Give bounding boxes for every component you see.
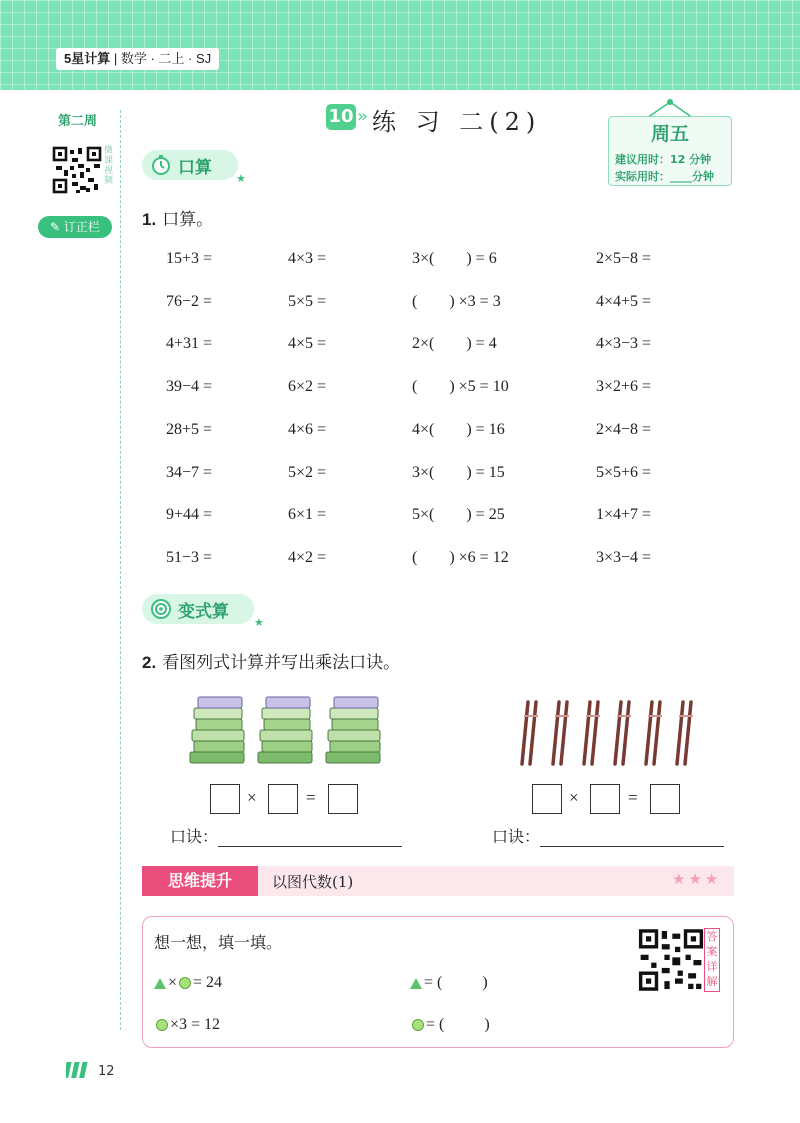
oral-problem[interactable]: 4×( ) = 16: [412, 421, 505, 438]
chopstick-pair: [677, 702, 693, 764]
oral-problem[interactable]: 3×( ) = 15: [412, 464, 505, 481]
chopstick-pair: [553, 702, 569, 764]
answer-box[interactable]: [210, 784, 240, 814]
equals-sign: =: [306, 788, 316, 807]
equation-2: ×3 = 12: [154, 1016, 220, 1034]
oral-problem[interactable]: 2×4−8 =: [596, 421, 652, 438]
oral-problem[interactable]: 1×4+7 =: [596, 506, 652, 523]
book-stack: [326, 697, 380, 763]
series-name: 5星计算: [64, 51, 111, 66]
header-band: [0, 0, 800, 90]
oral-problem[interactable]: 5×2 =: [288, 464, 327, 481]
answer-triangle[interactable]: = ( ): [410, 974, 488, 992]
oral-problem[interactable]: 3×2+6 =: [596, 378, 652, 395]
stopwatch-icon: [150, 154, 172, 176]
correction-tag: ✎ 订正栏: [38, 216, 112, 238]
thinking-topic: 以图代数(1): [272, 873, 354, 891]
qr-code-icon[interactable]: [52, 146, 102, 194]
book-stack: [190, 697, 244, 763]
circle-icon: [179, 977, 191, 989]
chopstick-pair: [522, 702, 538, 764]
lesson-number-badge: 10: [326, 104, 356, 130]
difficulty-stars: ★★★: [672, 870, 722, 888]
page-number: 12: [98, 1064, 115, 1079]
week-label: 第二周: [58, 114, 98, 129]
series-info: 数学 · 二上 · SJ: [120, 51, 212, 66]
star-icon: ★: [254, 616, 264, 629]
triangle-icon: [154, 978, 166, 989]
oral-problem[interactable]: ( ) ×5 = 10: [412, 378, 509, 395]
times-sign: ×: [569, 788, 579, 807]
oral-problem[interactable]: 5×5 =: [288, 293, 327, 310]
oral-problem[interactable]: 28+5 =: [166, 421, 213, 438]
oral-problem[interactable]: 2×( ) = 4: [412, 335, 497, 352]
chopstick-pair: [646, 702, 662, 764]
oral-problem[interactable]: 4×6 =: [288, 421, 327, 438]
equation-1: × = 24: [154, 974, 222, 992]
book-stacks-picture: [188, 694, 388, 766]
answer-box[interactable]: [268, 784, 298, 814]
verse-label: 口诀：: [170, 827, 219, 846]
book-stack: [258, 697, 312, 763]
times-sign: ×: [247, 788, 257, 807]
oral-problem[interactable]: 9+44 =: [166, 506, 213, 523]
books-icon: [66, 1060, 92, 1078]
question-1: 1. 口算。: [142, 210, 214, 230]
qr-side-text: 微课视频: [104, 146, 114, 186]
suggested-time: 建议用时：12 分钟: [615, 153, 712, 166]
oral-problem[interactable]: 34−7 =: [166, 464, 213, 481]
qr-code-icon[interactable]: [638, 928, 704, 992]
answer-box[interactable]: [590, 784, 620, 814]
answer-detail-label: 答案详解: [704, 928, 720, 992]
verse-answer-line[interactable]: [540, 846, 724, 847]
actual-time: 实际用时：____分钟: [615, 170, 714, 183]
answer-circle[interactable]: = ( ): [410, 1016, 490, 1034]
chevron-right-icon: »: [357, 106, 369, 127]
oral-problem[interactable]: 4×3 =: [288, 250, 327, 267]
oral-problem[interactable]: 6×2 =: [288, 378, 327, 395]
answer-box[interactable]: [328, 784, 358, 814]
oral-problem[interactable]: ( ) ×6 = 12: [412, 549, 509, 566]
circle-icon: [412, 1019, 424, 1031]
chopsticks-picture: [516, 700, 702, 766]
sidebar-divider: [120, 110, 121, 1030]
equals-sign: =: [628, 788, 638, 807]
oral-problem[interactable]: ( ) ×3 = 3: [412, 293, 501, 310]
oral-problem[interactable]: 4×3−3 =: [596, 335, 652, 352]
section-heading-variant: 变式算: [142, 594, 254, 624]
oral-problem[interactable]: 51−3 =: [166, 549, 213, 566]
oral-problem[interactable]: 6×1 =: [288, 506, 327, 523]
target-icon: [150, 598, 172, 620]
chopstick-pair: [584, 702, 600, 764]
circle-icon: [156, 1019, 168, 1031]
answer-box[interactable]: [532, 784, 562, 814]
section-heading-oral: 口算: [142, 150, 238, 180]
oral-problem[interactable]: 39−4 =: [166, 378, 213, 395]
lesson-title: 练 习 二(2): [372, 108, 542, 136]
oral-problem[interactable]: 15+3 =: [166, 250, 213, 267]
triangle-icon: [410, 978, 422, 989]
oral-problem[interactable]: 4×5 =: [288, 335, 327, 352]
verse-label: 口诀：: [492, 827, 541, 846]
oral-problem[interactable]: 3×( ) = 6: [412, 250, 497, 267]
day-card: [608, 116, 732, 186]
answer-box[interactable]: [650, 784, 680, 814]
oral-problem[interactable]: 5×( ) = 25: [412, 506, 505, 523]
question-2: 2. 看图列式计算并写出乘法口诀。: [142, 653, 401, 673]
oral-problem[interactable]: 2×5−8 =: [596, 250, 652, 267]
thinking-prompt: 想一想，填一填。: [154, 933, 283, 952]
verse-answer-line[interactable]: [218, 846, 402, 847]
oral-problem[interactable]: 4+31 =: [166, 335, 213, 352]
oral-problem[interactable]: 76−2 =: [166, 293, 213, 310]
star-icon: ★: [236, 172, 246, 185]
oral-problem[interactable]: 4×2 =: [288, 549, 327, 566]
day-name: 周五: [650, 123, 689, 145]
oral-problem[interactable]: 4×4+5 =: [596, 293, 652, 310]
chopstick-pair: [615, 702, 631, 764]
oral-problem[interactable]: 3×3−4 =: [596, 549, 652, 566]
series-label: 5星计算 | 数学 · 二上 · SJ: [56, 48, 219, 70]
thinking-tag: 思维提升: [142, 866, 258, 896]
oral-problem[interactable]: 5×5+6 =: [596, 464, 652, 481]
